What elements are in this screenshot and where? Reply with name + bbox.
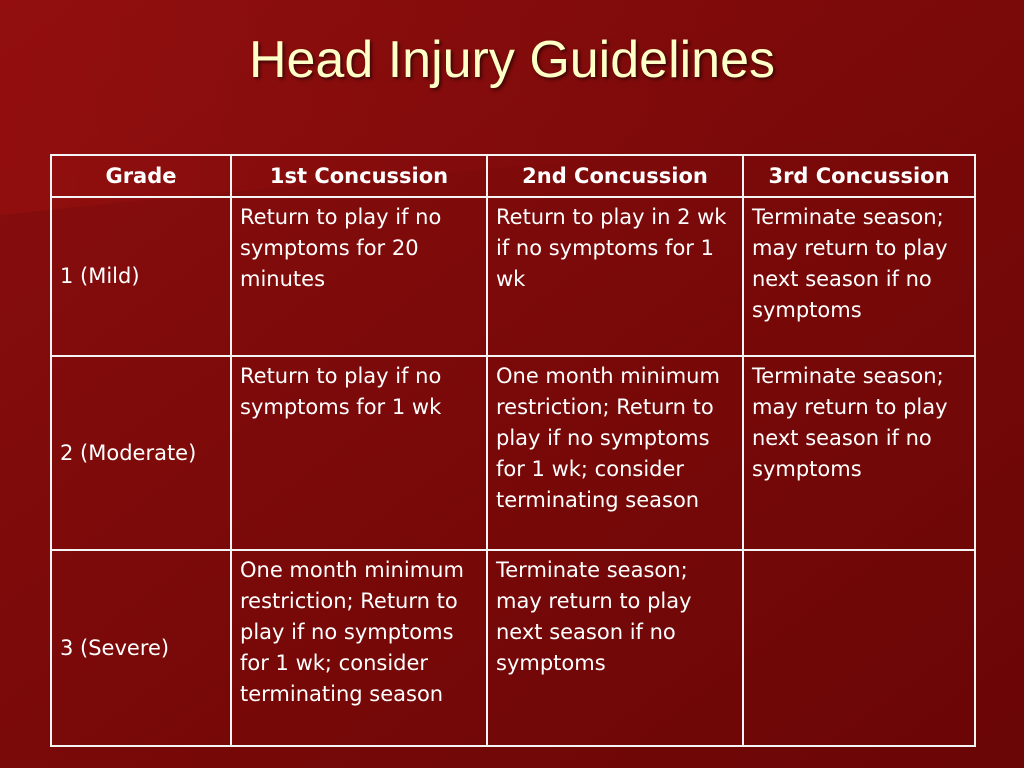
guidelines-table xyxy=(50,154,976,747)
third-concussion-cell: Terminate season; may return to play next season if no symptoms xyxy=(743,356,975,550)
second-concussion-cell: One month minimum restriction; Return to play if no symptoms for 1 wk; consider terminating season xyxy=(487,356,743,550)
first-concussion-cell: Return to play if no symptoms for 1 wk xyxy=(231,356,487,550)
header-first-concussion: 1st Concussion xyxy=(231,155,487,197)
table-row xyxy=(51,550,975,746)
third-concussion-cell xyxy=(743,550,975,746)
grade-cell: 2 (Moderate) xyxy=(51,356,231,550)
table-row xyxy=(51,197,975,356)
table-row xyxy=(51,356,975,550)
third-concussion-cell: Terminate season; may return to play next season if no symptoms xyxy=(743,197,975,356)
table-header-row xyxy=(51,155,975,197)
header-third-concussion: 3rd Concussion xyxy=(743,155,975,197)
header-second-concussion: 2nd Concussion xyxy=(487,155,743,197)
grade-cell: 1 (Mild) xyxy=(51,197,231,356)
header-grade: Grade xyxy=(51,155,231,197)
slide-title: Head Injury Guidelines xyxy=(248,31,776,89)
second-concussion-cell: Terminate season; may return to play next season if no symptoms xyxy=(487,550,743,746)
first-concussion-cell: One month minimum restriction; Return to play if no symptoms for 1 wk; consider terminating season xyxy=(231,550,487,746)
first-concussion-cell: Return to play if no symptoms for 20 minutes xyxy=(231,197,487,356)
grade-cell: 3 (Severe) xyxy=(51,550,231,746)
second-concussion-cell: Return to play in 2 wk if no symptoms for 1 wk xyxy=(487,197,743,356)
